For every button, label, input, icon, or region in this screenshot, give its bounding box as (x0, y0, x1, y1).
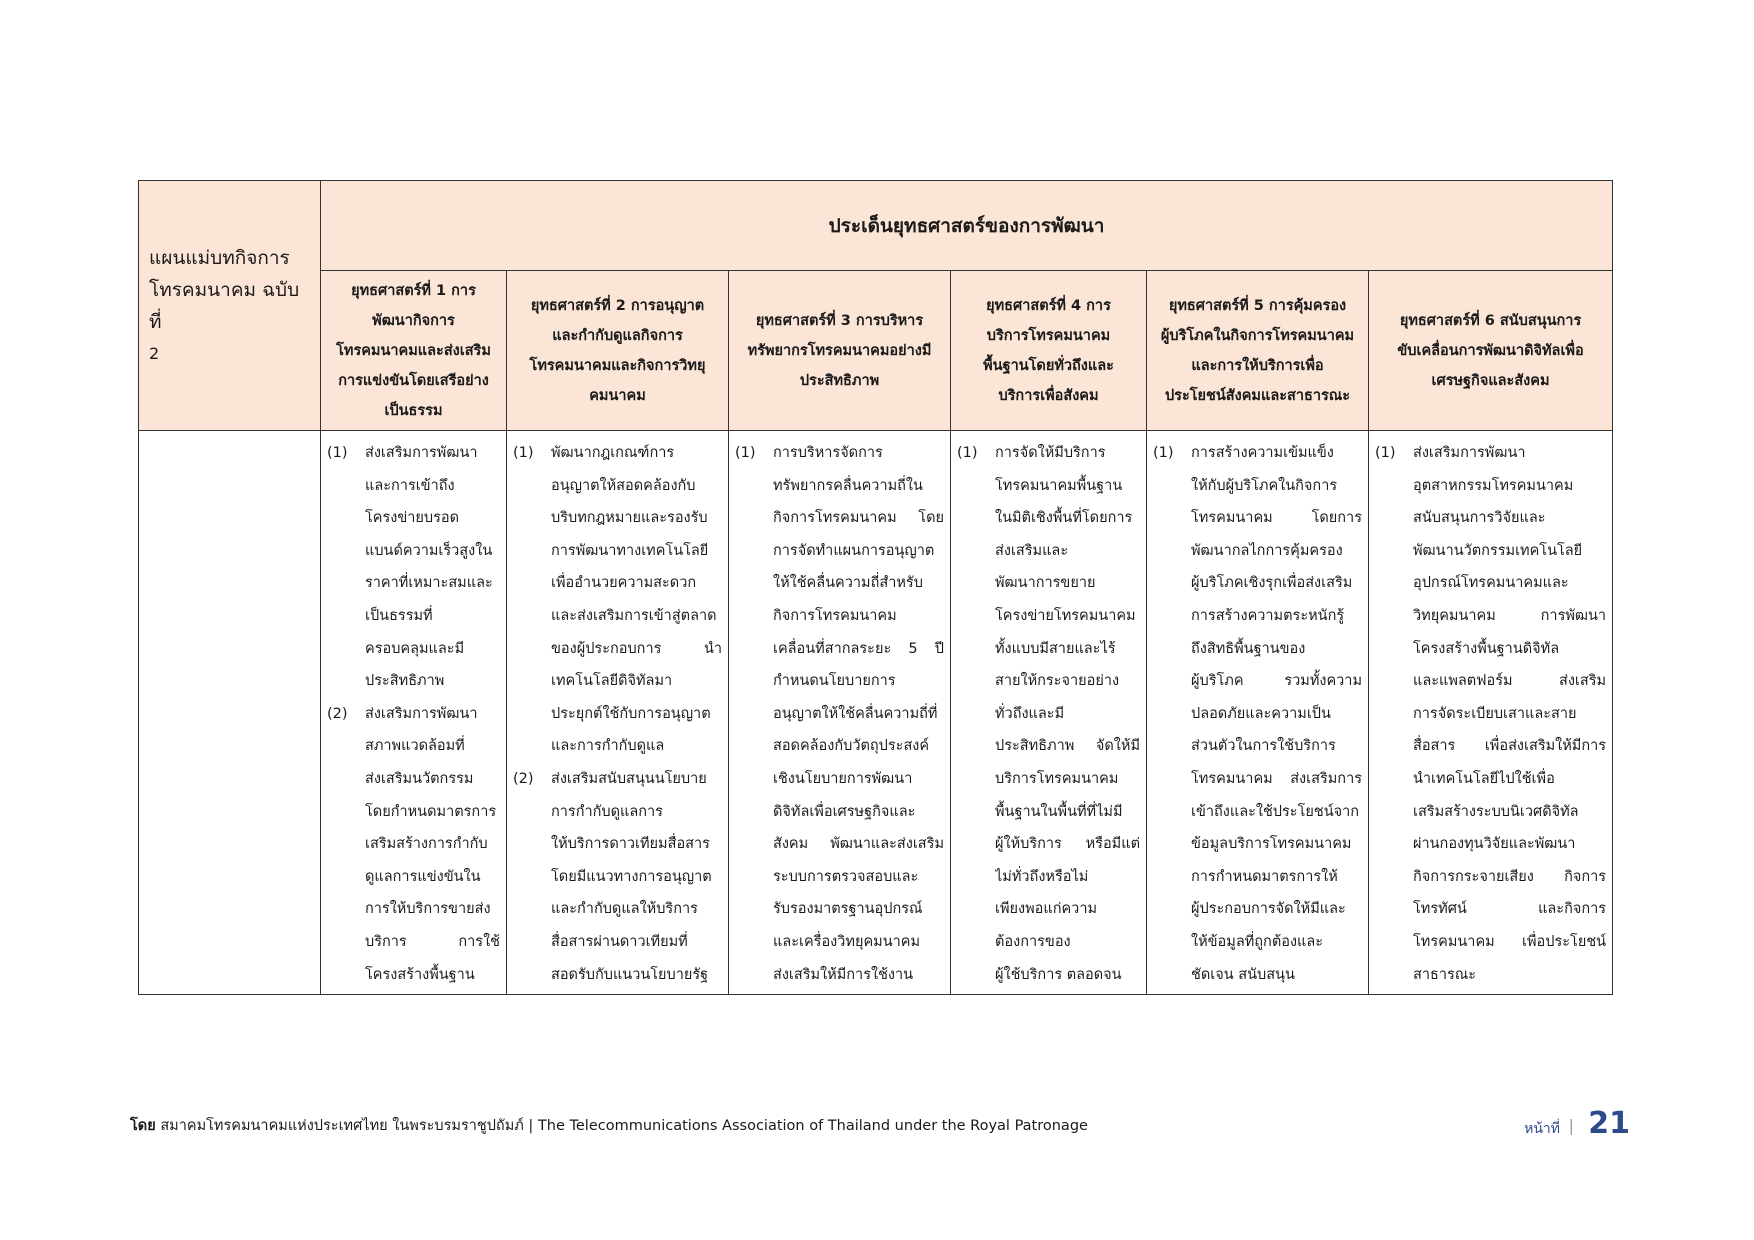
item-line: ทั่วถึงและมี (995, 705, 1065, 722)
page-separator: | (1568, 1116, 1574, 1135)
item-line: พัฒนาการขยาย (995, 575, 1096, 592)
item-line: บริบทกฎหมายและรองรับ (551, 510, 708, 527)
item-line: ผู้ประกอบการจัดให้มีและ (1191, 901, 1346, 918)
item-line: ดิจิทัลเพื่อเศรษฐกิจและ (773, 803, 916, 820)
item-line: สนับสนุนการวิจัยและ (1413, 510, 1546, 527)
strategy-body-3 (729, 431, 951, 995)
item-line: กิจการโทรคมนาคม (773, 607, 897, 624)
item-number: (1) (735, 445, 756, 461)
strategy-header-line: ผู้บริโภคในกิจการโทรคมนาคม (1160, 327, 1355, 344)
item-line: การจัดระเบียบเสาและสาย (1413, 705, 1577, 722)
item-line: ดูแลการแข่งขันใน (365, 868, 481, 885)
strategy-header-3 (729, 271, 951, 431)
item-line: เพื่ออำนวยความสะดวก (551, 575, 697, 592)
item-line: ส่งเสริมให้มีการใช้งาน (773, 966, 914, 983)
page-number: 21 (1588, 1106, 1630, 1141)
strategy-header-line: ทรัพยากรโทรคมนาคมอย่างมี (747, 342, 932, 359)
footer-credit (130, 1114, 1088, 1137)
item-line: และการกำกับดูแล (551, 738, 665, 755)
strategy-header-line: พัฒนากิจการ (372, 312, 455, 329)
item-line: โทรคมนาคมพื้นฐาน (995, 477, 1123, 494)
item-line: ต้องการของ (995, 933, 1071, 950)
item-line: เชิงนโยบายการพัฒนา (773, 770, 913, 787)
item-line: ส่งเสริมและ (995, 542, 1069, 559)
item-line: สาธารณะ (1413, 966, 1477, 983)
item-text (995, 437, 1140, 991)
strategy-header-2 (507, 271, 729, 431)
item-line: ส่งเสริมการพัฒนา (365, 445, 478, 461)
item-line: เพียงพอแก่ความ (995, 901, 1098, 918)
item-line: พื้นฐานในพื้นที่ที่ไม่มี (995, 803, 1123, 820)
strategy-item (327, 698, 500, 991)
item-line: เคลื่อนที่สากลระยะ 5 ปี (773, 640, 944, 657)
item-line: เทคโนโลยีดิจิทัลมา (551, 673, 673, 690)
item-line: การให้บริการขายส่ง (365, 901, 491, 918)
plan-header-line: โทรคมนาคม ฉบับที่ (149, 278, 300, 333)
item-line: และการเข้าถึง (365, 477, 455, 494)
item-line: การพัฒนาทางเทคโนโลยี (551, 542, 709, 559)
strategy-item (735, 437, 944, 991)
item-line: เสริมสร้างระบบนิเวศดิจิทัล (1413, 803, 1579, 820)
item-line: ประยุกต์ใช้กับการอนุญาต (551, 705, 711, 722)
item-line: ส่งเสริมสนับสนุนนโยบาย (551, 770, 707, 787)
plan-header-line: 2 (149, 343, 160, 363)
item-line: อนุญาตให้สอดคล้องกับ (551, 477, 696, 494)
item-line: สภาพแวดล้อมที่ (365, 738, 465, 755)
item-line: การบริหารจัดการ (773, 445, 883, 461)
strategic-issues-header: ประเด็นยุทธศาสตร์ของการพัฒนา (321, 181, 1613, 271)
item-line: ถึงสิทธิพื้นฐานของ (1191, 640, 1306, 657)
item-line: ไม่ทั่วถึงหรือไม่ (995, 868, 1089, 885)
item-line: ผ่านกองทุนวิจัยและพัฒนา (1413, 836, 1576, 853)
item-line: บริการโทรคมนาคม (995, 770, 1119, 787)
footer-org: สมาคมโทรคมนาคมแห่งประเทศไทย ในพระบรมราชูปถัมภ์ | The Telecommunications Association of Thailand under the Royal Patronage (160, 1118, 1088, 1134)
strategy-table (138, 180, 1613, 995)
item-line: การสร้างความเข้มแข็ง (1191, 445, 1334, 461)
item-text (551, 437, 722, 763)
item-line: ทรัพยากรคลื่นความถี่ใน (773, 477, 923, 494)
item-line: การจัดทำแผนการอนุญาต (773, 542, 935, 559)
item-line: การกำหนดมาตรการให้ (1191, 868, 1338, 885)
strategy-body-4 (951, 431, 1147, 995)
strategy-header-line: เศรษฐกิจและสังคม (1431, 372, 1550, 389)
item-line: และแพลตฟอร์ม ส่งเสริม (1413, 673, 1607, 690)
item-number: (2) (327, 705, 348, 722)
item-line: สอดคล้องกับวัตถุประสงค์ (773, 738, 930, 755)
item-text (773, 437, 944, 991)
item-line: สื่อสารผ่านดาวเทียมที่ (551, 933, 688, 950)
item-number: (1) (957, 445, 978, 461)
item-line: ส่งเสริมการพัฒนา (1413, 445, 1526, 461)
item-line: ส่งเสริมนวัตกรรม (365, 770, 474, 787)
item-text (365, 698, 500, 991)
strategy-header-line: คมนาคม (589, 387, 646, 404)
item-line: การกำกับดูแลการ (551, 803, 663, 820)
item-line: ผู้บริโภค รวมทั้งความ (1191, 673, 1362, 690)
item-line: ระบบการตรวจสอบและ (773, 868, 919, 885)
strategy-body-1 (321, 431, 507, 995)
item-line: ปลอดภัยและความเป็น (1191, 705, 1331, 722)
strategy-body-5 (1147, 431, 1369, 995)
item-line: กำหนดนโยบายการ (773, 673, 896, 690)
item-line: เข้าถึงและใช้ประโยชน์จาก (1191, 803, 1360, 820)
item-line: โครงข่ายโทรคมนาคม (995, 607, 1136, 624)
item-line: โทรคมนาคม โดยการ (1191, 510, 1362, 527)
item-line: อนุญาตให้ใช้คลื่นความถี่ที่ (773, 705, 938, 722)
strategy-header-line: ขับเคลื่อนการพัฒนาดิจิทัลเพื่อ (1397, 342, 1584, 359)
item-line: ทั้งแบบมีสายและไร้ (995, 640, 1116, 657)
item-line: โทรคมนาคม ส่งเสริมการ (1191, 770, 1362, 787)
strategy-body-2 (507, 431, 729, 995)
item-number: (1) (513, 445, 534, 461)
item-line: ประสิทธิภาพ (365, 673, 445, 690)
item-line: ให้บริการดาวเทียมสื่อสาร (551, 836, 710, 853)
item-line: ให้ข้อมูลที่ถูกต้องและ (1191, 933, 1324, 950)
item-line: ข้อมูลบริการโทรคมนาคม (1191, 836, 1352, 853)
strategy-header-line: ยุทธศาสตร์ที่ 4 การ (986, 297, 1111, 314)
strategy-header-6 (1369, 271, 1613, 431)
item-line: ให้กับผู้บริโภคในกิจการ (1191, 477, 1338, 494)
item-line: บริการ การใช้ (365, 933, 500, 950)
item-line: ในมิติเชิงพื้นที่โดยการ (995, 510, 1133, 527)
page-footer (130, 1106, 1630, 1146)
item-line: ประสิทธิภาพ จัดให้มี (995, 738, 1140, 755)
item-line: ผู้ใช้บริการ ตลอดจน (995, 966, 1122, 983)
item-line: และส่งเสริมการเข้าสู่ตลาด (551, 607, 717, 624)
item-line: ให้ใช้คลื่นความถี่สำหรับ (773, 575, 923, 592)
strategy-header-5 (1147, 271, 1369, 431)
strategy-header-4 (951, 271, 1147, 431)
item-text (551, 763, 722, 991)
strategy-header-line: ยุทธศาสตร์ที่ 6 สนับสนุนการ (1399, 312, 1582, 329)
item-line: พัฒนานวัตกรรมเทคโนโลยี (1413, 542, 1583, 559)
item-line: ของผู้ประกอบการ นำ (551, 640, 722, 657)
page-label: หน้าที่ (1524, 1121, 1560, 1137)
item-line: นำเทคโนโลยีไปใช้เพื่อ (1413, 770, 1555, 787)
item-line: ครอบคลุมและมี (365, 640, 465, 657)
item-line: วิทยุคมนาคม การพัฒนา (1413, 607, 1607, 624)
item-number: (1) (1375, 445, 1396, 461)
item-line: รับรองมาตรฐานอุปกรณ์ (773, 901, 923, 918)
item-text (365, 437, 500, 698)
footer-by: โดย (130, 1118, 156, 1134)
strategy-header-line: และการให้บริการเพื่อ (1191, 357, 1324, 374)
item-number: (1) (327, 445, 348, 461)
item-line: โครงสร้างพื้นฐาน (365, 966, 475, 983)
item-number: (1) (1153, 445, 1174, 461)
strategy-header-line: บริการโทรคมนาคม (986, 327, 1111, 344)
item-text (1413, 437, 1606, 991)
strategy-item (513, 763, 722, 991)
strategy-header-line: ยุทธศาสตร์ที่ 3 การบริหาร (755, 312, 924, 329)
item-text (1191, 437, 1362, 991)
item-line: สอดรับกับแนวนโยบายรัฐ (551, 966, 709, 983)
item-line: พัฒนากฎเกณฑ์การ (551, 445, 675, 461)
item-line: และเครื่องวิทยุคมนาคม (773, 933, 921, 950)
strategy-header-1 (321, 271, 507, 431)
strategy-header-line: ประสิทธิภาพ (799, 372, 880, 389)
strategy-header-line: ยุทธศาสตร์ที่ 5 การคุ้มครอง (1168, 297, 1347, 314)
strategy-header-line: โทรคมนาคมและกิจการวิทยุ (529, 357, 706, 374)
item-line: โดยกำหนดมาตรการ (365, 803, 497, 820)
item-line: ผู้บริโภคเชิงรุกเพื่อส่งเสริม (1191, 575, 1353, 592)
item-line: เป็นธรรมที่ (365, 607, 433, 624)
item-line: โครงข่ายบรอด (365, 510, 460, 527)
plan-header-cell (139, 181, 321, 431)
plan-body-cell (139, 431, 321, 995)
item-line: โครงสร้างพื้นฐานดิจิทัล (1413, 640, 1560, 657)
item-line: โดยมีแนวทางการอนุญาต (551, 868, 712, 885)
item-line: การสร้างความตระหนักรู้ (1191, 607, 1345, 624)
strategy-header-line: ยุทธศาสตร์ที่ 1 การ (351, 282, 476, 299)
strategy-header-line: ยุทธศาสตร์ที่ 2 การอนุญาต (530, 297, 705, 314)
item-line: พัฒนากลไกการคุ้มครอง (1191, 542, 1343, 559)
item-line: แบนด์ความเร็วสูงใน (365, 542, 493, 559)
strategy-header-line: การแข่งขันโดยเสรีอย่าง (338, 372, 489, 389)
item-line: และกำกับดูแลให้บริการ (551, 901, 698, 918)
strategy-item (1375, 437, 1606, 991)
item-number: (2) (513, 770, 534, 787)
item-line: ผู้ให้บริการ หรือมีแต่ (995, 836, 1140, 853)
item-line: การจัดให้มีบริการ (995, 445, 1106, 461)
item-line: อุปกรณ์โทรคมนาคมและ (1413, 575, 1569, 592)
item-line: อุตสาหกรรมโทรคมนาคม (1413, 477, 1574, 494)
strategy-header-line: เป็นธรรม (384, 402, 443, 419)
strategy-body-6 (1369, 431, 1613, 995)
plan-header-line: แผนแม่บทกิจการ (149, 246, 290, 269)
strategy-header-line: โทรคมนาคมและส่งเสริม (336, 342, 491, 359)
strategy-header-line: ประโยชน์สังคมและสาธารณะ (1164, 387, 1351, 404)
item-line: โทรคมนาคม เพื่อประโยชน์ (1413, 933, 1607, 950)
strategy-header-line: บริการเพื่อสังคม (998, 387, 1099, 404)
strategy-header-line: พื้นฐานโดยทั่วถึงและ (983, 357, 1114, 374)
item-line: กิจการโทรคมนาคม โดย (773, 510, 944, 527)
item-line: กิจการกระจายเสียง กิจการ (1413, 868, 1607, 885)
item-line: ส่วนตัวในการใช้บริการ (1191, 738, 1336, 755)
item-line: โทรทัศน์ และกิจการ (1413, 901, 1607, 918)
strategy-header-line: และกำกับดูแลกิจการ (552, 327, 683, 344)
strategy-table-wrapper (138, 180, 1612, 994)
item-line: ชัดเจน สนับสนุน (1191, 966, 1295, 983)
item-line: ราคาที่เหมาะสมและ (365, 575, 493, 592)
item-line: เสริมสร้างการกำกับ (365, 836, 488, 853)
strategy-item (513, 437, 722, 763)
item-line: ส่งเสริมการพัฒนา (365, 705, 478, 722)
item-line: สื่อสาร เพื่อส่งเสริมให้มีการ (1413, 738, 1607, 755)
strategy-item (1153, 437, 1362, 991)
item-line: สังคม พัฒนาและส่งเสริม (773, 836, 944, 853)
strategy-item (327, 437, 500, 698)
strategy-item (957, 437, 1140, 991)
item-line: สายให้กระจายอย่าง (995, 673, 1120, 690)
